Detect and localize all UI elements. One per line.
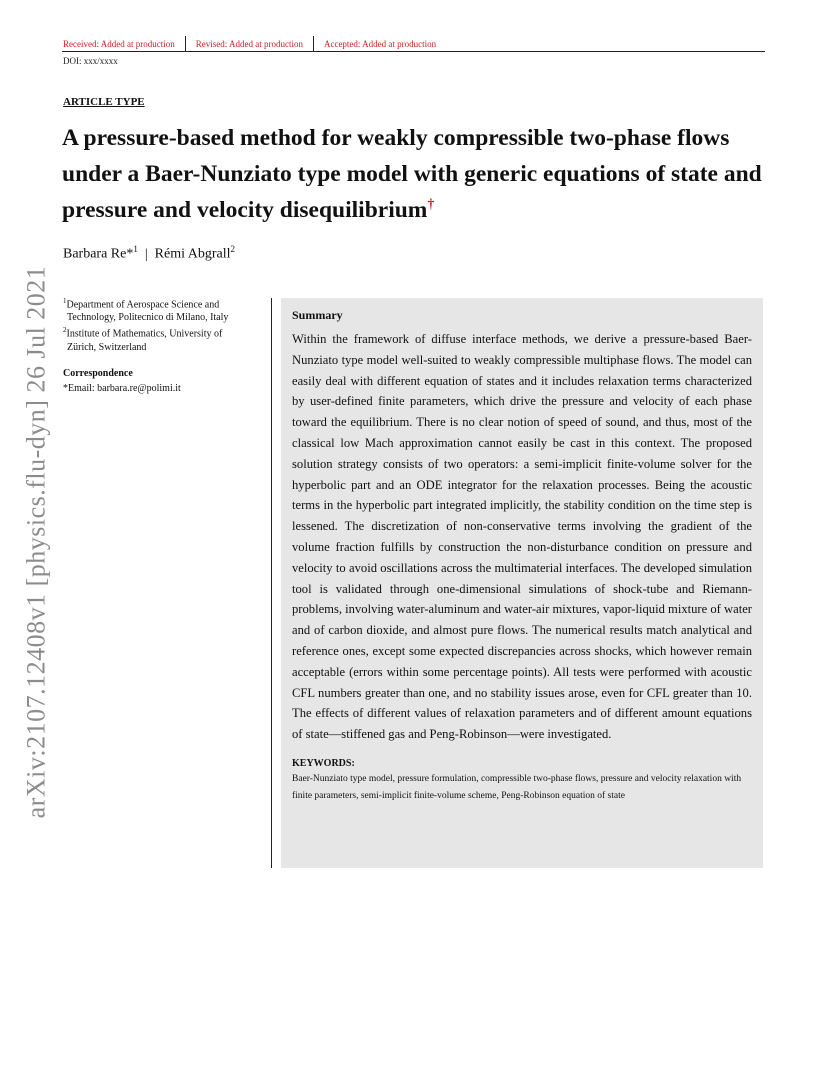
column-divider bbox=[271, 298, 272, 868]
affiliation-mark: 2 bbox=[63, 326, 67, 335]
keywords-heading: KEYWORDS: bbox=[292, 757, 355, 769]
affiliation-line bbox=[63, 324, 263, 340]
affiliation-line: Technology, Politecnico di Milano, Italy bbox=[67, 312, 229, 324]
author-name: Barbara Re* bbox=[63, 246, 134, 262]
author-separator: | bbox=[144, 246, 148, 262]
author-affiliation-mark: 1 bbox=[133, 244, 138, 254]
paper-title bbox=[62, 120, 782, 228]
header-rule bbox=[62, 51, 765, 52]
correspondence-email[interactable]: *Email: barbara.re@polimi.it bbox=[63, 383, 181, 394]
arxiv-identifier-text: arXiv:2107.12408v1 [physics.flu-dyn] 26 Jul 2021 bbox=[21, 265, 50, 819]
summary-heading: Summary bbox=[292, 308, 343, 322]
affiliation-text: Institute of Mathematics, University of bbox=[66, 328, 223, 340]
summary-text: Within the framework of diffuse interface methods, we derive a pressure-based Baer-Nunziato type model well-suited to weakly compressible multiphase flows. The model can easily deal with different equation of states and it includes relaxation terms characterized by user-defined finite parameters, which drive the pressure and velocity of each phase toward the equilibrium. There is no clear notion of speed of sound, and thus, most of the classical low Mach approximation cannot easily be cast in this context. The proposed solution strategy consists of two operators: a semi-implicit finite-volume solver for the hyperbolic part and an ODE integrator for the relaxation processes. Being the acoustic terms in the hyperbolic part integrated implicitly, the stability condition on the time step is lessened. The discretization of non-conservative terms involving the gradient of the volume fraction fulfills by construction the non-disturbance condition on pressure and velocity to avoid oscillations across the multimaterial interfaces. The developed simulation tool is validated through one-dimensional simulations of shock-tube and Riemann-problems, involving water-aluminum and water-air mixtures, vapor-liquid mixture of water and of carbon dioxide, and almost pure flows. The numerical results match analytical and reference ones, except some expected discrepancies across shocks, which however remain acceptable (errors within some percentage points). All tests were performed with acoustic CFL numbers greater than one, and no stability issues arose, even for CFL greater than 10. The effects of different values of relaxation parameters and of different amount equations of state—stiffened gas and Peng-Robinson—were investigated. bbox=[292, 332, 752, 742]
article-type: ARTICLE TYPE bbox=[63, 96, 145, 108]
revised-date: Revised: Added at production bbox=[195, 38, 303, 49]
author-list bbox=[63, 244, 235, 263]
affiliations bbox=[63, 295, 263, 354]
author-affiliation-mark: 2 bbox=[230, 244, 235, 254]
abstract-box bbox=[281, 298, 763, 868]
affiliation-line: Zürich, Switzerland bbox=[67, 341, 147, 353]
title-footnote-mark[interactable]: † bbox=[427, 197, 435, 213]
affiliation-text: Department of Aerospace Science and bbox=[66, 299, 220, 311]
affiliation-mark: 1 bbox=[63, 297, 67, 305]
correspondence-heading: Correspondence bbox=[63, 368, 133, 379]
submission-history bbox=[63, 36, 446, 51]
received-date: Received: Added at production bbox=[63, 38, 175, 49]
arxiv-identifier bbox=[4, 252, 68, 832]
author-name: Rémi Abgrall bbox=[154, 246, 231, 262]
accepted-date: Accepted: Added at production bbox=[323, 38, 437, 49]
doi: DOI: xxx/xxxx bbox=[63, 56, 118, 66]
affiliation-line bbox=[63, 295, 263, 311]
keywords-text: Baer-Nunziato type model, pressure formulation, compressible two-phase flows, pressure and velocity relaxation with finite parameters, semi-implicit finite-volume scheme, Peng-Robinson equation of state bbox=[292, 773, 742, 801]
paper-title-text: A pressure-based method for weakly compressible two-phase flows under a Baer-Nunziato type model with generic equations of state and pressure and velocity disequilibrium bbox=[62, 125, 762, 223]
